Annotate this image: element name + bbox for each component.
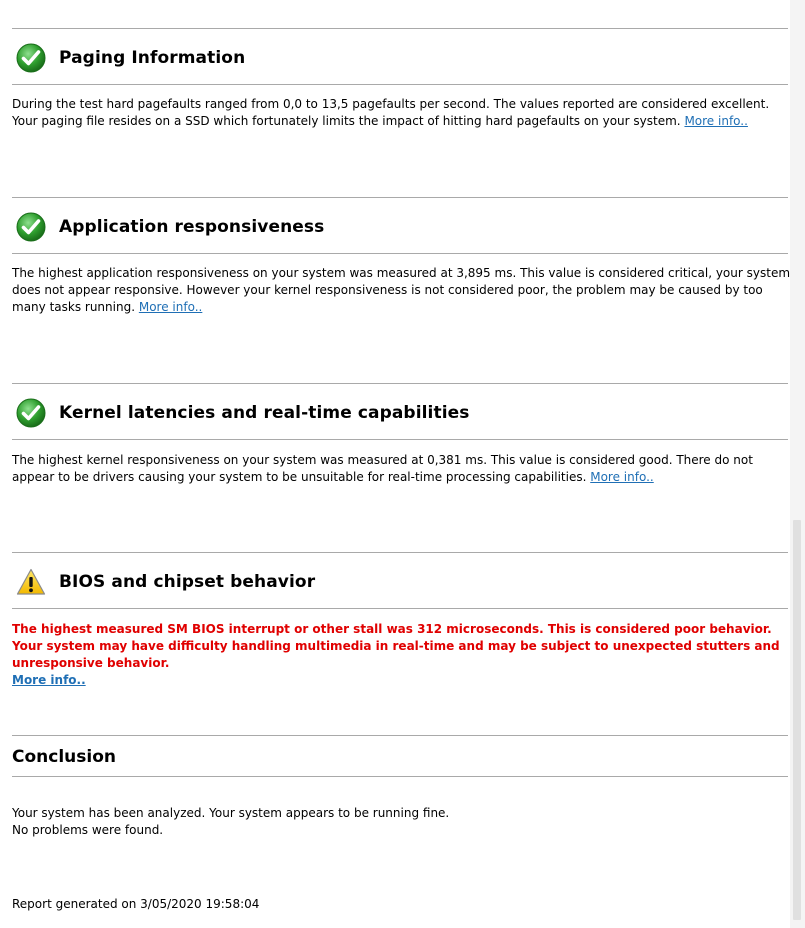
conclusion-line: No problems were found. <box>12 823 164 837</box>
divider <box>12 735 788 736</box>
vertical-scrollbar[interactable] <box>790 0 805 928</box>
divider <box>12 439 788 440</box>
section-body-application <box>12 265 790 316</box>
more-info-link[interactable]: More info.. <box>684 114 748 128</box>
conclusion-line: Your system has been analyzed. Your system appears to be running fine. <box>12 806 450 820</box>
divider <box>12 608 788 609</box>
section-title: BIOS and chipset behavior <box>59 572 316 592</box>
section-text: During the test hard pagefaults ranged from 0,0 to 13,5 pagefaults per second. The values reported are considered excellent. Your paging file resides on a SSD which fortunately limits the impact of hitting hard pagefaults on your system. <box>12 97 770 128</box>
divider <box>12 552 788 553</box>
section-title: Paging Information <box>59 48 246 68</box>
section-body-paging <box>12 96 790 130</box>
check-icon <box>16 398 46 428</box>
section-heading-application <box>16 209 324 245</box>
more-info-link[interactable]: More info.. <box>590 470 654 484</box>
divider <box>12 383 788 384</box>
section-heading-bios <box>16 564 315 600</box>
section-heading-paging <box>16 40 245 76</box>
divider <box>12 253 788 254</box>
more-info-link[interactable]: More info.. <box>12 673 86 687</box>
section-title: Kernel latencies and real-time capabilities <box>59 403 470 423</box>
check-icon <box>16 43 46 73</box>
section-text: The highest application responsiveness on your system was measured at 3,895 ms. This value is considered critical, your system does not appear responsive. However your kernel responsiveness is not considered poor, the problem may be caused by too many tasks running. <box>12 266 791 314</box>
section-text: The highest kernel responsiveness on your system was measured at 0,381 ms. This value is considered good. There do not appear to be drivers causing your system to be unsuitable for real-time processing capabilities. <box>12 453 753 484</box>
warning-text: The highest measured SM BIOS interrupt or other stall was 312 microseconds. This is considered poor behavior. Your system may have difficulty handling multimedia in real-time and may be subject to unexpected stutters and unresponsive behavior. <box>12 622 780 670</box>
divider <box>12 84 788 85</box>
warning-icon <box>16 567 46 597</box>
divider <box>12 197 788 198</box>
check-icon <box>16 212 46 242</box>
conclusion-title: Conclusion <box>12 747 116 767</box>
report-timestamp: Report generated on 3/05/2020 19:58:04 <box>12 897 260 911</box>
scrollbar-thumb[interactable] <box>793 520 801 920</box>
conclusion-body <box>12 805 790 839</box>
divider <box>12 28 788 29</box>
more-info-link[interactable]: More info.. <box>138 300 203 314</box>
section-body-kernel <box>12 452 790 486</box>
section-title: Application responsiveness <box>59 217 325 237</box>
section-heading-kernel <box>16 395 469 431</box>
section-body-bios <box>12 621 790 689</box>
divider <box>12 776 788 777</box>
